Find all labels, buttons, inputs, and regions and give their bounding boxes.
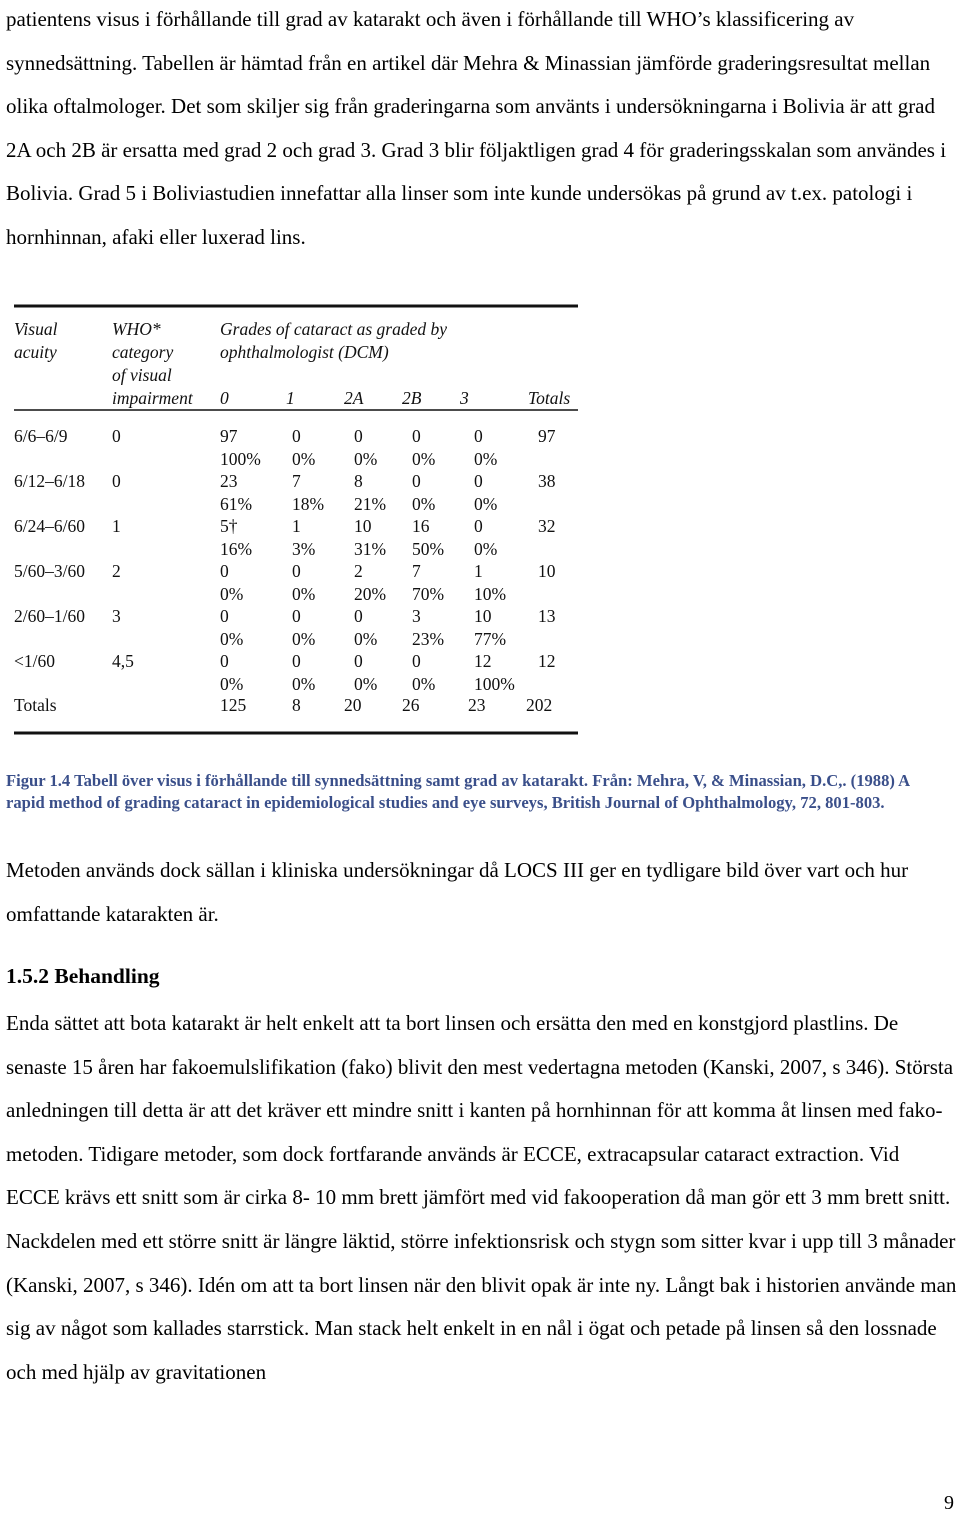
row-who-category: 4,5 xyxy=(112,651,134,671)
row-who-category: 0 xyxy=(112,426,121,446)
header-who-category: category xyxy=(112,342,174,362)
row-percent-cell: 0% xyxy=(292,629,316,649)
row-percent-cell: 20% xyxy=(354,584,387,604)
header-grades-title: ophthalmologist (DCM) xyxy=(220,342,389,362)
treatment-paragraph: Enda sättet att bota katarakt är helt enkelt att ta bort linsen och ersätta den med en konstgjord plastlins. De senaste 15 åren har fakoemulslifikation (fako) blivit den mest vedertagna metoden (Kanski, 2007, s 346). Största anledningen till detta är att det kräver ett mindre snitt i kanten på hornhinnan för att komma åt linsen med fako-metoden. Tidigare metoder, som dock fortfarande används är ECCE, extracapsular cataract extraction. Vid ECCE krävs ett snitt som är cirka 8- 10 mm brett jämfört med vid fakooperation då man gör ett 3 mm brett snitt. Nackdelen med ett större snitt är längre läktid, större infektionsrisk och stygn som sitter kvar i upp till 3 månader (Kanski, 2007, s 346). Idén om att ta bort linsen när den blivit opak är inte ny. Långt bak i historien använde man sig av något som kallades starrstick. Man stack helt enkelt in en nål i ögat och petade på linsen så den lossnade och med hjälp av gravitationen xyxy=(6,1011,957,1384)
section-heading: 1.5.2 Behandling xyxy=(6,964,160,988)
row-count-cell: 8 xyxy=(354,471,363,491)
figure-caption: Figur 1.4 Tabell över visus i förhållande till synnedsättning samt grad av katarakt. Från: Mehra, V, & Minassian, D.C,. (1988) A rapid method of grading cataract in epidemiological studies and eye surveys, British Journal of Ophthalmology, 72, 801-803. xyxy=(6,771,910,813)
row-count-cell: 13 xyxy=(538,606,556,626)
row-who-category: 0 xyxy=(112,471,121,491)
totals-cell: 20 xyxy=(344,695,362,715)
row-count-cell: 7 xyxy=(412,561,421,581)
row-count-cell: 1 xyxy=(474,561,483,581)
row-count-cell: 7 xyxy=(292,471,301,491)
row-visual-acuity: 6/12–6/18 xyxy=(14,471,85,491)
row-percent-cell: 100% xyxy=(220,449,261,469)
row-count-cell: 0 xyxy=(292,606,301,626)
row-visual-acuity: 5/60–3/60 xyxy=(14,561,85,581)
row-count-cell: 32 xyxy=(538,516,556,536)
row-percent-cell: 16% xyxy=(220,539,253,559)
totals-cell: 125 xyxy=(220,695,247,715)
row-count-cell: 0 xyxy=(474,426,483,446)
row-count-cell: 23 xyxy=(220,471,238,491)
row-percent-cell: 0% xyxy=(474,494,498,514)
header-grade-0: 0 xyxy=(220,388,229,408)
row-count-cell: 10 xyxy=(538,561,556,581)
row-percent-cell: 50% xyxy=(412,539,445,559)
header-grade-2b: 2B xyxy=(402,388,422,408)
header-who-category: impairment xyxy=(112,388,193,408)
row-who-category: 1 xyxy=(112,516,121,536)
row-count-cell: 0 xyxy=(220,651,229,671)
row-percent-cell: 0% xyxy=(474,449,498,469)
locs-paragraph: Metoden används dock sällan i kliniska undersökningar då LOCS III ger en tydligare bild över vart och hur omfattande katarakten är. xyxy=(6,858,909,926)
header-who-category: WHO* xyxy=(112,319,161,339)
row-count-cell: 12 xyxy=(538,651,556,671)
row-count-cell: 97 xyxy=(220,426,238,446)
header-grade-1: 1 xyxy=(286,388,295,408)
row-count-cell: 12 xyxy=(474,651,492,671)
row-count-cell: 0 xyxy=(412,426,421,446)
row-percent-cell: 0% xyxy=(220,674,244,694)
row-count-cell: 0 xyxy=(292,426,301,446)
row-count-cell: 0 xyxy=(354,426,363,446)
header-grade-3: 3 xyxy=(460,388,469,408)
row-percent-cell: 0% xyxy=(220,584,244,604)
header-grade-2a: 2A xyxy=(344,388,364,408)
row-percent-cell: 61% xyxy=(220,494,253,514)
row-count-cell: 0 xyxy=(354,606,363,626)
row-percent-cell: 23% xyxy=(412,629,445,649)
totals-cell: 23 xyxy=(468,695,486,715)
row-percent-cell: 0% xyxy=(412,449,436,469)
totals-cell: 202 xyxy=(526,695,553,715)
row-count-cell: 0 xyxy=(354,651,363,671)
row-percent-cell: 0% xyxy=(354,629,378,649)
row-percent-cell: 18% xyxy=(292,494,325,514)
row-percent-cell: 31% xyxy=(354,539,387,559)
header-grades-title: Grades of cataract as graded by xyxy=(220,319,447,339)
row-count-cell: 1 xyxy=(292,516,301,536)
row-percent-cell: 0% xyxy=(292,584,316,604)
row-percent-cell: 0% xyxy=(292,449,316,469)
row-count-cell: 0 xyxy=(220,606,229,626)
header-visual-acuity: acuity xyxy=(14,342,57,362)
row-percent-cell: 0% xyxy=(474,539,498,559)
row-visual-acuity: 6/6–6/9 xyxy=(14,426,68,446)
row-percent-cell: 0% xyxy=(412,494,436,514)
intro-paragraph: patientens visus i förhållande till grad av katarakt och även i förhållande till WHO’s klassificering av synnedsättning. Tabellen är hämtad från en artikel där Mehra & Minassian jämförde graderingsresultat mellan olika oftalmologer. Det som skiljer sig från graderingarna som använts i undersökningarna i Bolivia är att grad 2A och 2B är ersatta med grad 2 och grad 3. Grad 3 blir följaktligen grad 4 för graderingsskalan som användes i Bolivia. Grad 5 i Boliviastudien innefattar alla linser som inte kunde undersökas på grund av t.ex. patologi i hornhinnan, afaki eller luxerad lins. xyxy=(6,7,947,249)
row-count-cell: 5† xyxy=(220,516,238,536)
row-count-cell: 0 xyxy=(220,561,229,581)
row-percent-cell: 77% xyxy=(474,629,507,649)
row-visual-acuity: 2/60–1/60 xyxy=(14,606,85,626)
row-percent-cell: 0% xyxy=(354,674,378,694)
row-percent-cell: 21% xyxy=(354,494,387,514)
row-count-cell: 0 xyxy=(292,651,301,671)
row-count-cell: 38 xyxy=(538,471,556,491)
row-who-category: 2 xyxy=(112,561,121,581)
row-visual-acuity: 6/24–6/60 xyxy=(14,516,85,536)
row-count-cell: 0 xyxy=(474,516,483,536)
row-percent-cell: 3% xyxy=(292,539,316,559)
row-count-cell: 16 xyxy=(412,516,430,536)
header-visual-acuity: Visual xyxy=(14,319,58,339)
row-count-cell: 97 xyxy=(538,426,556,446)
header-grade-totals: Totals xyxy=(528,388,571,408)
row-percent-cell: 0% xyxy=(354,449,378,469)
row-percent-cell: 10% xyxy=(474,584,507,604)
totals-cell: 26 xyxy=(402,695,420,715)
row-percent-cell: 70% xyxy=(412,584,445,604)
row-percent-cell: 0% xyxy=(412,674,436,694)
row-count-cell: 0 xyxy=(292,561,301,581)
row-count-cell: 0 xyxy=(412,471,421,491)
totals-cell: 8 xyxy=(292,695,301,715)
row-count-cell: 10 xyxy=(474,606,492,626)
header-who-category: of visual xyxy=(112,365,172,385)
row-percent-cell: 100% xyxy=(474,674,515,694)
row-count-cell: 3 xyxy=(412,606,421,626)
row-count-cell: 2 xyxy=(354,561,363,581)
row-visual-acuity: <1/60 xyxy=(14,651,55,671)
row-count-cell: 10 xyxy=(354,516,372,536)
row-count-cell: 0 xyxy=(412,651,421,671)
row-percent-cell: 0% xyxy=(292,674,316,694)
totals-label: Totals xyxy=(14,695,57,715)
row-who-category: 3 xyxy=(112,606,121,626)
page-number: 9 xyxy=(944,1492,954,1514)
row-count-cell: 0 xyxy=(474,471,483,491)
row-percent-cell: 0% xyxy=(220,629,244,649)
